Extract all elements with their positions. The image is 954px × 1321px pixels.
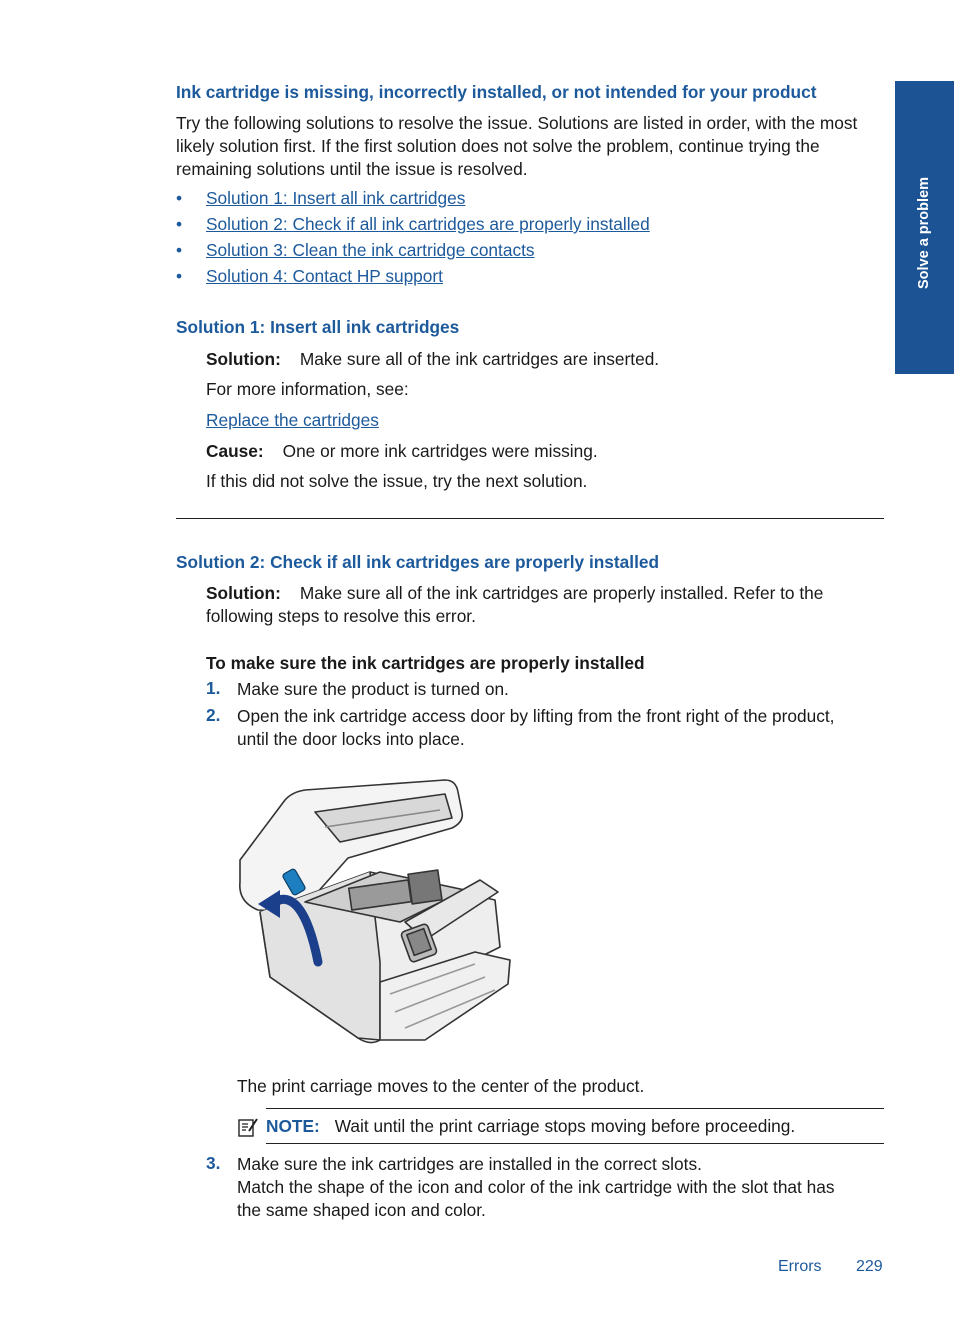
next-solution-text: If this did not solve the issue, try the next solution. [206, 471, 588, 491]
cause-text: One or more ink cartridges were missing. [282, 441, 598, 461]
solution-4-link[interactable]: Solution 4: Contact HP support [206, 266, 443, 286]
list-item [176, 239, 650, 265]
list-item [176, 265, 650, 291]
bullet: • [176, 214, 183, 234]
intro-paragraph [176, 112, 857, 181]
footer-page-number: 229 [856, 1258, 883, 1275]
note-statement [266, 1115, 795, 1138]
list-item [176, 187, 650, 213]
step-number: 2. [206, 705, 221, 725]
section-heading: Ink cartridge is missing, incorrectly installed, or not intended for your product [176, 82, 817, 102]
more-info-text: For more information, see: [206, 379, 409, 399]
solutions-list [176, 187, 650, 291]
step-line: Open the ink cartridge access door by lifting from the front right of the product, [237, 706, 835, 726]
printer-illustration [230, 772, 520, 1052]
note-text: Wait until the print carriage stops moving before proceeding. [334, 1116, 796, 1136]
bullet: • [176, 240, 183, 260]
footer-section: Errors [778, 1258, 822, 1275]
step-text [237, 678, 509, 701]
step-line: Make sure the ink cartridges are installed in the correct slots. [237, 1154, 702, 1174]
note-bottom-rule [266, 1143, 884, 1144]
step-line: the same shaped icon and color. [237, 1200, 486, 1220]
solution-label: Solution: [206, 349, 281, 369]
step-number: 1. [206, 678, 221, 698]
replace-cartridges-link[interactable]: Replace the cartridges [206, 410, 379, 430]
solution-text: following steps to resolve this error. [206, 606, 476, 626]
side-tab [895, 81, 954, 374]
step-line: Match the shape of the icon and color of the ink cartridge with the slot that has [237, 1177, 835, 1197]
note-top-rule [266, 1108, 884, 1109]
solution-2-statement [206, 582, 823, 628]
solution-2-heading: Solution 2: Check if all ink cartridges are properly installed [176, 552, 660, 572]
carriage-text: The print carriage moves to the center of the product. [237, 1076, 645, 1096]
solution-1-heading: Solution 1: Insert all ink cartridges [176, 317, 460, 337]
intro-line: remaining solutions until the issue is resolved. [176, 159, 528, 179]
step-line: Make sure the product is turned on. [237, 679, 509, 699]
note-label: NOTE: [266, 1116, 320, 1136]
solution-1-statement [206, 348, 659, 371]
intro-line: Try the following solutions to resolve the issue. Solutions are listed in order, with the most [176, 113, 858, 133]
bullet: • [176, 188, 183, 208]
step-number: 3. [206, 1153, 221, 1173]
solution-text: Make sure all of the ink cartridges are properly installed. Refer to the [299, 583, 824, 603]
bullet: • [176, 266, 183, 286]
cause-label: Cause: [206, 441, 264, 461]
divider [176, 518, 884, 519]
list-item [176, 213, 650, 239]
solution-1-link[interactable]: Solution 1: Insert all ink cartridges [206, 188, 466, 208]
procedure-title: To make sure the ink cartridges are properly installed [206, 653, 645, 673]
intro-line: likely solution first. If the first solution does not solve the problem, continue trying the [176, 136, 820, 156]
solution-2-link[interactable]: Solution 2: Check if all ink cartridges are properly installed [206, 214, 650, 234]
solution-text: Make sure all of the ink cartridges are inserted. [299, 349, 660, 369]
step-line: until the door locks into place. [237, 729, 465, 749]
solution-3-link[interactable]: Solution 3: Clean the ink cartridge contacts [206, 240, 535, 260]
side-tab-label: Solve a problem [916, 176, 932, 290]
solution-label: Solution: [206, 583, 281, 603]
step-text [237, 1153, 835, 1222]
note-icon [237, 1116, 259, 1138]
cause-statement [206, 440, 598, 463]
step-text [237, 705, 834, 751]
